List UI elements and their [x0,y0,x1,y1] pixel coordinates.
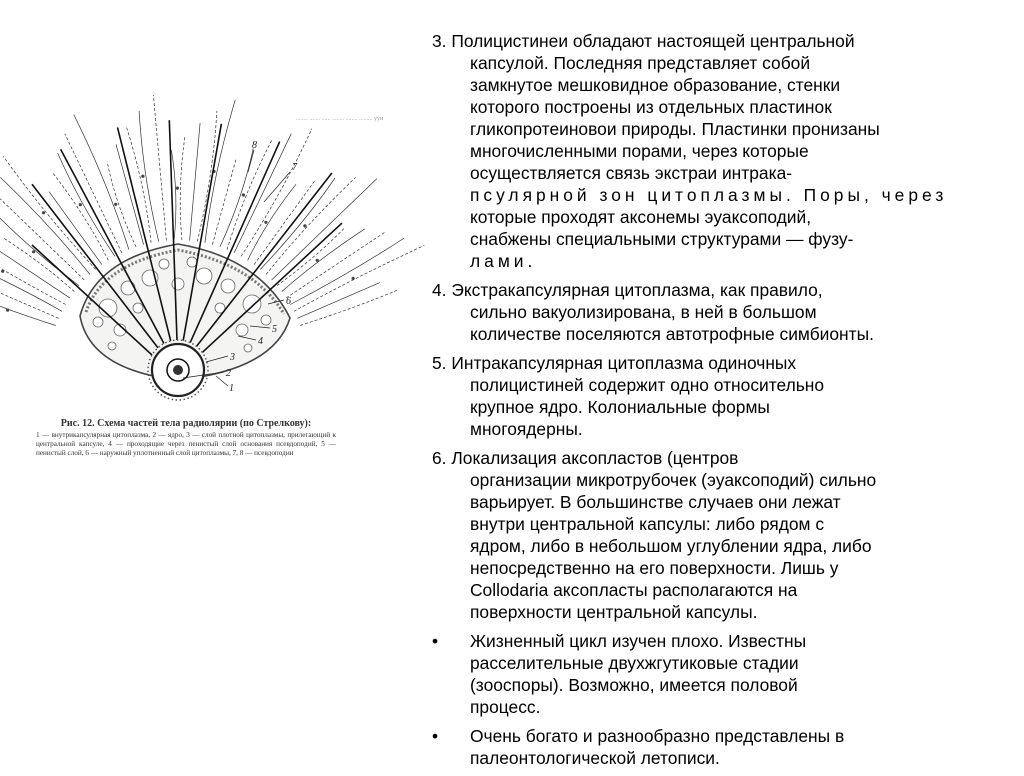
text-line: варьирует. В большинстве случаев они лежат [470,492,841,512]
granule [303,224,306,227]
vacuole [236,324,248,336]
radiolarian-drawing [28,108,384,418]
para-marker: 4. [432,280,447,300]
para-marker: 3. [432,31,447,51]
pseudopodium [0,238,66,305]
axopodia [32,120,342,355]
pseudopodium [297,283,380,319]
pseudopodium [227,140,272,249]
pseudopodium [266,177,356,274]
label-4: 4 [258,336,263,347]
label-1: 1 [229,383,234,394]
granule [242,193,245,196]
granule [32,250,35,253]
text-line: внутри центральной капсулы: либо рядом с [470,514,825,534]
text-line: палеонтологической летописи. [470,748,720,768]
vacuole [187,257,197,267]
label-8: 8 [252,140,257,151]
bullet-fossil-record [432,725,1012,769]
pseudopodium [286,233,384,298]
paragraph-4 [432,279,1012,345]
pseudopodium [107,162,136,247]
text-line: Локализация аксопластов (центров [451,448,739,468]
vacuole [172,278,184,290]
text-line: (зооспоры). Возможно, имеется половой [470,675,798,695]
nucleus-core [173,365,183,375]
text-line: поверхности центральной капсулы. [470,602,758,622]
pseudopodium [116,144,144,244]
label-7: 7 [292,162,297,173]
granule [264,221,267,224]
vacuole [159,259,169,269]
text-line: Полицистинеи обладают настоящей центральной [451,31,855,51]
para-marker: 5. [432,353,447,373]
pseudopodium [220,149,253,247]
granule [352,277,355,280]
text-line: замкнутое мешковидное образование, стенки [470,75,841,95]
label-6: 6 [286,296,291,307]
vacuole [133,303,143,313]
pseudopodium [190,123,201,241]
granule [176,187,179,190]
pseudopodium [0,258,62,311]
text-line: многоядерны. [470,419,583,439]
caption-legend: 1 — внутрикапсулярная цитоплазма, 2 — ядро, 3 — слой плотной цитоплазмы, прилегающий к центральной капсуле, 4 — проходящие через пенистый слой основания псевдоподий, 5 — пенистый слой, 6 — наружный уплотненный слой цитоплазмы, 7, 8 — псевдоподии [36,431,336,457]
bullet-life-cycle [432,630,1012,718]
pseudopodium [212,158,236,245]
paragraph-3 [432,30,1012,272]
pseudopodium [294,245,424,311]
text-line: Жизненный цикл изучен плохо. Известны [470,631,807,651]
text-line: Интракапсулярная цитоплазма одиночных [451,353,797,373]
pseudopodium [74,115,129,250]
granule [114,203,117,206]
text-line: гликопротеиновои природы. Пластинки пронизаны [470,119,880,139]
pseudopodium [260,178,335,269]
vacuole [196,268,212,284]
text-line: ядром, либо в небольшом углублении ядра, либо [470,536,872,556]
text-line: расселительные двухжгутиковые стадии [470,653,799,673]
pseudopodium [254,180,315,264]
text-line: Экстракапсулярная цитоплазма, как правило, [451,280,823,300]
granule [1,270,4,273]
vacuole [108,342,116,350]
main-text [432,30,1012,776]
bullet-marker: • [432,726,439,746]
vacuole [243,295,261,313]
label-3: 3 [230,352,235,363]
pseudopodium [3,237,75,291]
text-line: непосредственно на его поверхности. Лишь у [470,558,839,578]
text-line: Collodaria аксопласты располагаются на [470,580,798,600]
text-line: псулярной зон цитоплазмы. Поры, через [470,185,948,205]
text-line: полицистиней содержит одно относительно [470,375,825,395]
text-line: Очень богато и разнообразно представлены в [470,726,845,746]
text-line: осуществляется связь экстраи интрака- [470,163,793,183]
corner-mark: ........ ....... ...... ........ ........ ......... ууи [296,116,384,122]
paragraph-5 [432,352,1012,440]
vacuole [261,315,271,325]
caption-title: Рис. 12. Схема частей тела радиолярии (по Стрелкову): [60,418,312,429]
vacuole [221,279,235,293]
para-marker: 6. [432,448,447,468]
granule [42,211,45,214]
text-line: организации микротрубочек (эуаксоподий) сильно [470,470,877,490]
text-line: крупное ядро. Колониальные формы [470,397,770,417]
text-line: многочисленными порами, через которые [470,141,809,161]
pseudopodium [282,229,365,292]
text-line: которого построены из отдельных пластинок [470,97,832,117]
text-line: количестве поселяются автотрофные симбионты. [470,324,874,344]
paragraph-6 [432,447,1012,623]
label-5: 5 [272,324,277,335]
text-line: сильно вакуолизирована, в ней в большом [470,302,817,322]
pseudopodium [180,136,185,240]
pseudopodium [0,217,70,298]
text-line: снабжены специальными структурами — фузу- [470,229,854,249]
pseudopodium [58,153,115,256]
pseudopodium [197,111,217,242]
text-line: которые проходят аксонемы эуаксоподий, [470,207,812,227]
pseudopodium [300,290,398,326]
vacuole [244,344,252,352]
text-line: лами. [470,251,537,271]
text-line: капсулой. Последняя представляет собой [470,53,811,73]
granule [141,175,144,178]
text-line: процесс. [470,697,541,717]
pseudopodium [153,95,166,240]
granule [316,259,319,262]
pseudopodium [3,156,95,269]
granule [79,203,82,206]
bullet-marker: • [432,631,439,651]
pseudopodium [0,198,84,280]
vacuole [93,317,103,327]
pseudopodium [277,227,345,285]
figure-caption [36,418,336,458]
granule [6,309,9,312]
pseudopodium [65,134,122,253]
label-2: 2 [226,368,231,379]
vacuole [121,281,135,295]
